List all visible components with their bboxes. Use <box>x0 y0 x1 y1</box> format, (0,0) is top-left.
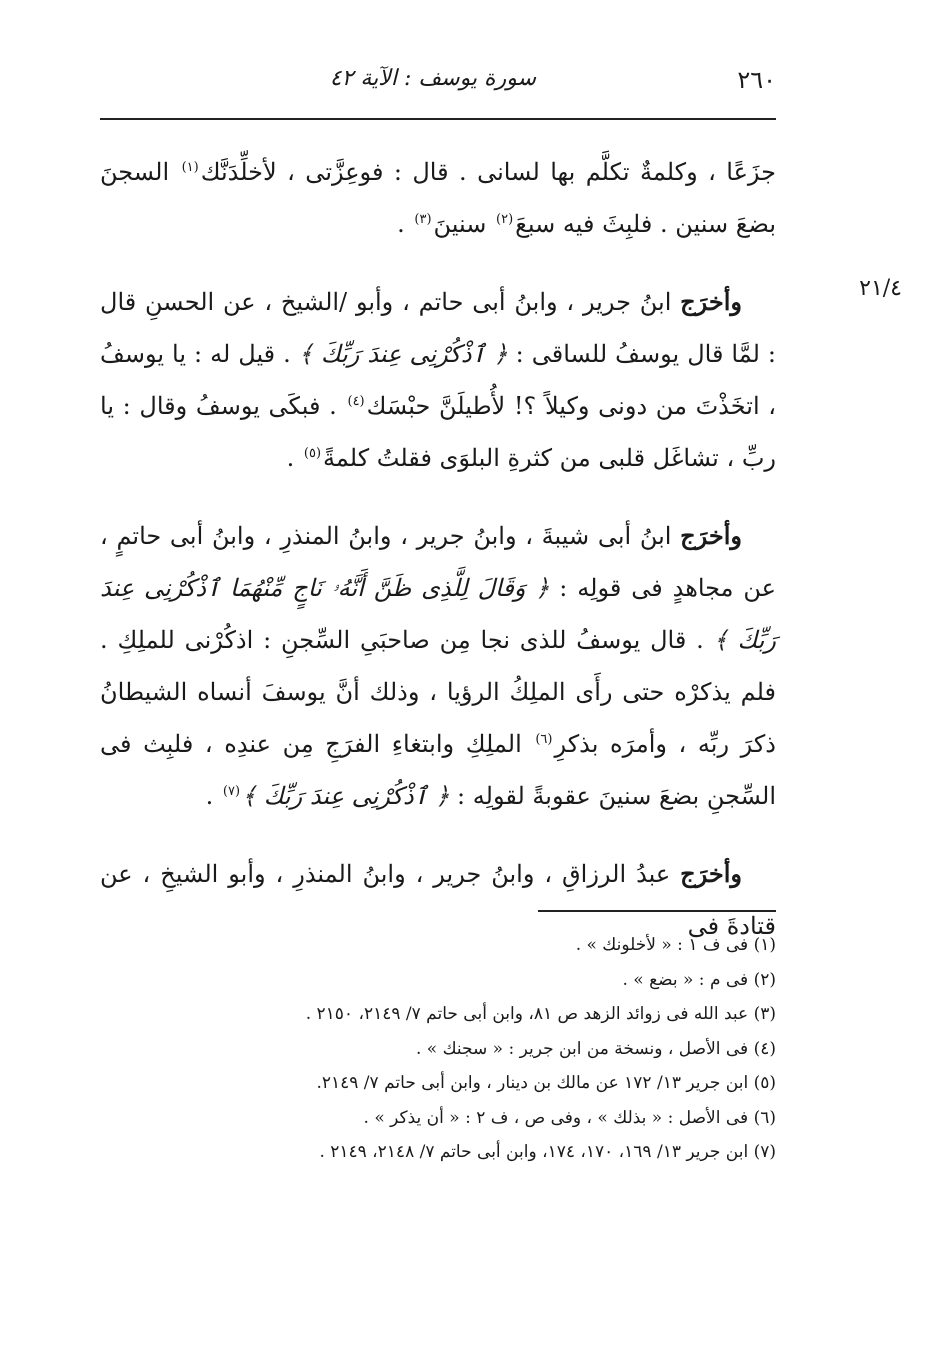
footnote-5: (٥) ابن جرير ١٣/ ١٧٢ عن مالك بن دينار ، وابن أبى حاتم ٧/ ٢١٤٩. <box>316 1073 776 1093</box>
paragraph-text: . <box>286 444 302 472</box>
running-title: سورة يوسف : الآية ٤٢ <box>329 66 536 91</box>
paragraph-text: ابنُ أبى شيبةَ ، وابنُ جرير ، وابنُ المنذرِ ، وابنُ أبى حاتمٍ ، عن مجاهدٍ فى قولِه : <box>100 522 776 602</box>
footnote-1: (١) فى ف ١ : « لأخلونك » . <box>575 935 776 955</box>
paragraph-text: . <box>397 210 413 238</box>
paragraph-text: السجنَ بضعَ سنين . فلبِثَ فيه سبعَ <box>100 158 776 238</box>
footnote-ref: (٣) <box>414 212 432 227</box>
paragraph-text: جزَعًا ، وكلمةٌ تكلَّم بها لسانى . قال : فوعِزَّتى ، لأخلِّدَنَّك <box>200 158 777 186</box>
paragraph-text: سنينَ <box>433 210 495 238</box>
footnotes <box>150 928 776 1170</box>
paragraph-3 <box>100 510 776 822</box>
paragraph-text: . قال يوسفُ للذى نجا مِن صاحبَىِ السِّجنِ : اذكُرْنى للملِكِ . فلم يذكرْه حتى رأَى الملِكُ الرؤيا ، وذلك أنَّ يوسفَ أنساه الشيطانُ ذكرَ ربِّه ، وأمرَه بذكرِ <box>100 626 776 758</box>
footnote-rule <box>538 910 776 912</box>
paragraph-text: . <box>205 782 221 810</box>
footnote-4: (٤) فى الأصل ، ونسخة من ابن جرير : « سجنك » . <box>415 1038 776 1059</box>
footnote-3: (٣) عبد الله فى زوائد الزهد ص ٨١، وابن أبى حاتم ٧/ ٢١٤٩، ٢١٥٠ . <box>305 1004 776 1024</box>
footnote-ref: (٧) <box>222 784 241 799</box>
main-text <box>100 146 776 952</box>
footnote-ref: (٦) <box>535 732 553 747</box>
footnote-7: (٧) ابن جرير ١٣/ ١٦٩، ١٧٠، ١٧٤، وابن أبى حاتم ٧/ ٢١٤٨، ٢١٤٩ . <box>319 1142 776 1162</box>
paragraph-2 <box>100 276 776 484</box>
page-number: ٢٦٠ <box>737 66 776 94</box>
paragraph-text: عبدُ الرزاقِ ، وابنُ جرير ، وابنُ المنذرِ ، وأبو الشيخِ ، عن قتادةَ فى <box>100 860 776 940</box>
paragraph-text: الملِكِ وابتغاءِ الفرَجِ مِن عندِه ، فلبِث فى السِّجنِ بضعَ سنينَ عقوبةً لقولِه : <box>100 730 776 810</box>
footnote-2: (٢) فى م : « بضع » . <box>622 969 776 990</box>
footnote-ref: (١) <box>181 160 199 175</box>
paragraph-lead-word: وأخرَج <box>680 287 742 316</box>
paragraph-text: . قيل له : يا يوسفُ ، اتخَذْتَ من دونى وكيلاً ؟! لأُطيلَنَّ حبْسَك <box>100 340 777 420</box>
paragraph-1 <box>100 146 776 250</box>
paragraph-text: ابنُ جرير ، وابنُ أبى حاتم ، وأبو /الشيخ ، عن الحسنِ قال : لمَّا قال يوسفُ للساقى : <box>100 288 776 368</box>
quran-quote: ﴿ ٱذْكُرْنِى عِندَ رَبِّكَ ﴾ <box>242 782 450 810</box>
paragraph-lead-word: وأخرَج <box>680 521 742 550</box>
quran-quote: ﴿ ٱذْكُرْنِى عِندَ رَبِّكَ ﴾ <box>298 340 508 368</box>
paragraph-lead-word: وأخرَج <box>680 859 742 888</box>
page-header <box>100 58 776 108</box>
footnote-ref: (٢) <box>496 212 514 227</box>
header-rule <box>100 118 776 120</box>
paragraph-text: . فبكَى يوسفُ وقال : يا ربِّ ، تشاغَل قلبى من كثرةِ البلوَى فقلتُ كلمةً <box>100 392 776 472</box>
margin-volume-page-note: ٢١/٤ <box>859 276 902 301</box>
footnote-ref: (٤) <box>347 394 365 409</box>
footnote-6: (٦) فى الأصل : « بذلك » ، وفى ص ، ف ٢ : « أن يذكر » . <box>363 1107 776 1128</box>
footnote-ref: (٥) <box>303 446 322 461</box>
quran-quote: ﴿ وَقَالَ لِلَّذِى ظَنَّ أَنَّهُۥ نَاجٍ مِّنْهُمَا ٱذْكُرْنِى عِندَ رَبِّكَ ﴾ <box>100 574 777 654</box>
